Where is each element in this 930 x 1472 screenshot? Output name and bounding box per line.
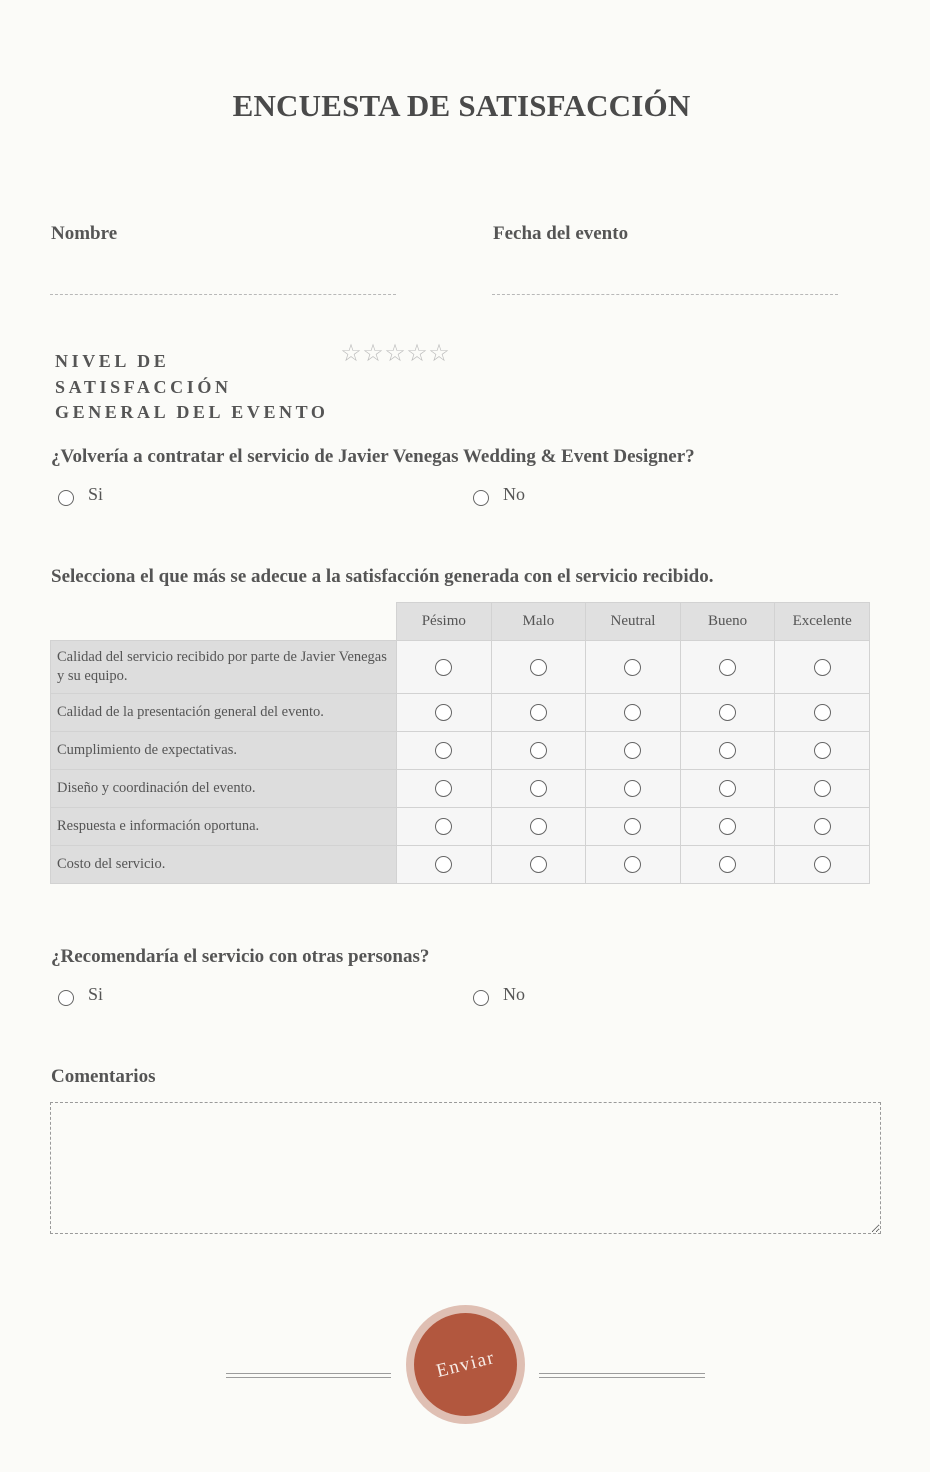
recommend-yes-radio[interactable] [58, 990, 74, 1006]
matrix-corner [51, 603, 397, 641]
matrix-cell [491, 846, 586, 884]
matrix-radio[interactable] [530, 818, 547, 835]
recommend-question: ¿Recomendaría el servicio con otras personas? [51, 946, 430, 967]
matrix-radio[interactable] [530, 856, 547, 873]
matrix-radio[interactable] [530, 780, 547, 797]
matrix-cell [680, 770, 775, 808]
comments-label: Comentarios [51, 1066, 156, 1087]
matrix-radio[interactable] [435, 742, 452, 759]
submit-label: Enviar [433, 1346, 497, 1382]
matrix-cell [586, 770, 681, 808]
matrix-cell [775, 770, 870, 808]
column-header-malo: Malo [491, 603, 586, 641]
row-label: Calidad del servicio recibido por parte de Javier Venegas y su equipo. [51, 641, 397, 694]
matrix-radio[interactable] [435, 818, 452, 835]
matrix-radio[interactable] [624, 780, 641, 797]
column-header-pesimo: Pésimo [397, 603, 492, 641]
matrix-radio[interactable] [719, 742, 736, 759]
matrix-cell [397, 846, 492, 884]
matrix-cell [680, 732, 775, 770]
recommend-no-radio[interactable] [473, 990, 489, 1006]
satisfaction-matrix [50, 602, 870, 884]
matrix-cell [680, 694, 775, 732]
rehire-yes-radio[interactable] [58, 490, 74, 506]
star-icon[interactable]: ☆ [406, 341, 428, 367]
matrix-radio[interactable] [814, 704, 831, 721]
column-header-neutral: Neutral [586, 603, 681, 641]
comments-textarea[interactable] [50, 1102, 881, 1234]
matrix-cell [491, 808, 586, 846]
rehire-question: ¿Volvería a contratar el servicio de Javier Venegas Wedding & Event Designer? [51, 446, 695, 467]
matrix-cell [586, 732, 681, 770]
rating-label-line: GENERAL DEL EVENTO [55, 402, 329, 422]
matrix-radio[interactable] [814, 742, 831, 759]
matrix-radio[interactable] [814, 818, 831, 835]
column-header-excelente: Excelente [775, 603, 870, 641]
page-title: ENCUESTA DE SATISFACCIÓN [232, 88, 691, 123]
table-row [51, 846, 870, 884]
matrix-cell [680, 808, 775, 846]
matrix-cell [397, 732, 492, 770]
matrix-cell [397, 694, 492, 732]
matrix-radio[interactable] [719, 856, 736, 873]
matrix-radio[interactable] [719, 659, 736, 676]
matrix-cell [397, 770, 492, 808]
matrix-radio[interactable] [814, 856, 831, 873]
matrix-cell [397, 641, 492, 694]
left-divider [226, 1373, 391, 1378]
matrix-radio[interactable] [624, 818, 641, 835]
matrix-radio[interactable] [624, 659, 641, 676]
row-label: Cumplimiento de expectativas. [51, 732, 397, 770]
star-icon[interactable]: ☆ [384, 341, 406, 367]
table-row [51, 732, 870, 770]
matrix-radio[interactable] [814, 780, 831, 797]
row-label: Respuesta e información oportuna. [51, 808, 397, 846]
matrix-prompt: Selecciona el que más se adecue a la satisfacción generada con el servicio recibido. [51, 566, 714, 587]
matrix-radio[interactable] [435, 704, 452, 721]
matrix-radio[interactable] [624, 704, 641, 721]
matrix-radio[interactable] [814, 659, 831, 676]
table-row [51, 808, 870, 846]
event-date-label: Fecha del evento [493, 223, 629, 244]
matrix-radio[interactable] [435, 780, 452, 797]
row-label: Calidad de la presentación general del evento. [51, 694, 397, 732]
table-row [51, 641, 870, 694]
matrix-cell [491, 732, 586, 770]
rating-label-line: NIVEL DE [55, 351, 170, 371]
matrix-cell [491, 641, 586, 694]
event-date-input[interactable] [492, 270, 838, 295]
matrix-radio[interactable] [530, 659, 547, 676]
star-icon[interactable]: ☆ [340, 341, 362, 367]
matrix-radio[interactable] [719, 818, 736, 835]
matrix-radio[interactable] [435, 856, 452, 873]
matrix-cell [680, 641, 775, 694]
row-label: Costo del servicio. [51, 846, 397, 884]
overall-rating-label [55, 349, 345, 426]
column-header-bueno: Bueno [680, 603, 775, 641]
rehire-no-label: No [503, 484, 525, 504]
matrix-radio[interactable] [624, 856, 641, 873]
star-icon[interactable]: ☆ [362, 341, 384, 367]
rehire-yes-label: Si [88, 484, 104, 504]
name-label: Nombre [51, 223, 118, 244]
matrix-cell [586, 641, 681, 694]
matrix-radio[interactable] [719, 780, 736, 797]
recommend-no-label: No [503, 984, 525, 1004]
matrix-cell [775, 732, 870, 770]
matrix-cell [491, 694, 586, 732]
right-divider [539, 1373, 705, 1378]
matrix-cell [586, 694, 681, 732]
rating-label-line: SATISFACCIÓN [55, 376, 232, 397]
matrix-cell [775, 846, 870, 884]
name-input[interactable] [50, 270, 396, 295]
matrix-cell [775, 694, 870, 732]
matrix-radio[interactable] [719, 704, 736, 721]
matrix-radio[interactable] [435, 659, 452, 676]
matrix-cell [491, 770, 586, 808]
matrix-cell [586, 808, 681, 846]
star-icon[interactable]: ☆ [428, 341, 450, 367]
row-label: Diseño y coordinación del evento. [51, 770, 397, 808]
matrix-radio[interactable] [530, 742, 547, 759]
matrix-cell [680, 846, 775, 884]
matrix-radio[interactable] [530, 704, 547, 721]
matrix-cell [586, 846, 681, 884]
matrix-cell [775, 808, 870, 846]
table-row [51, 694, 870, 732]
submit-button[interactable] [414, 1313, 517, 1416]
matrix-cell [775, 641, 870, 694]
matrix-radio[interactable] [624, 742, 641, 759]
star-rating [340, 341, 450, 367]
matrix-cell [397, 808, 492, 846]
recommend-yes-label: Si [88, 984, 104, 1004]
rehire-no-radio[interactable] [473, 490, 489, 506]
table-row [51, 770, 870, 808]
